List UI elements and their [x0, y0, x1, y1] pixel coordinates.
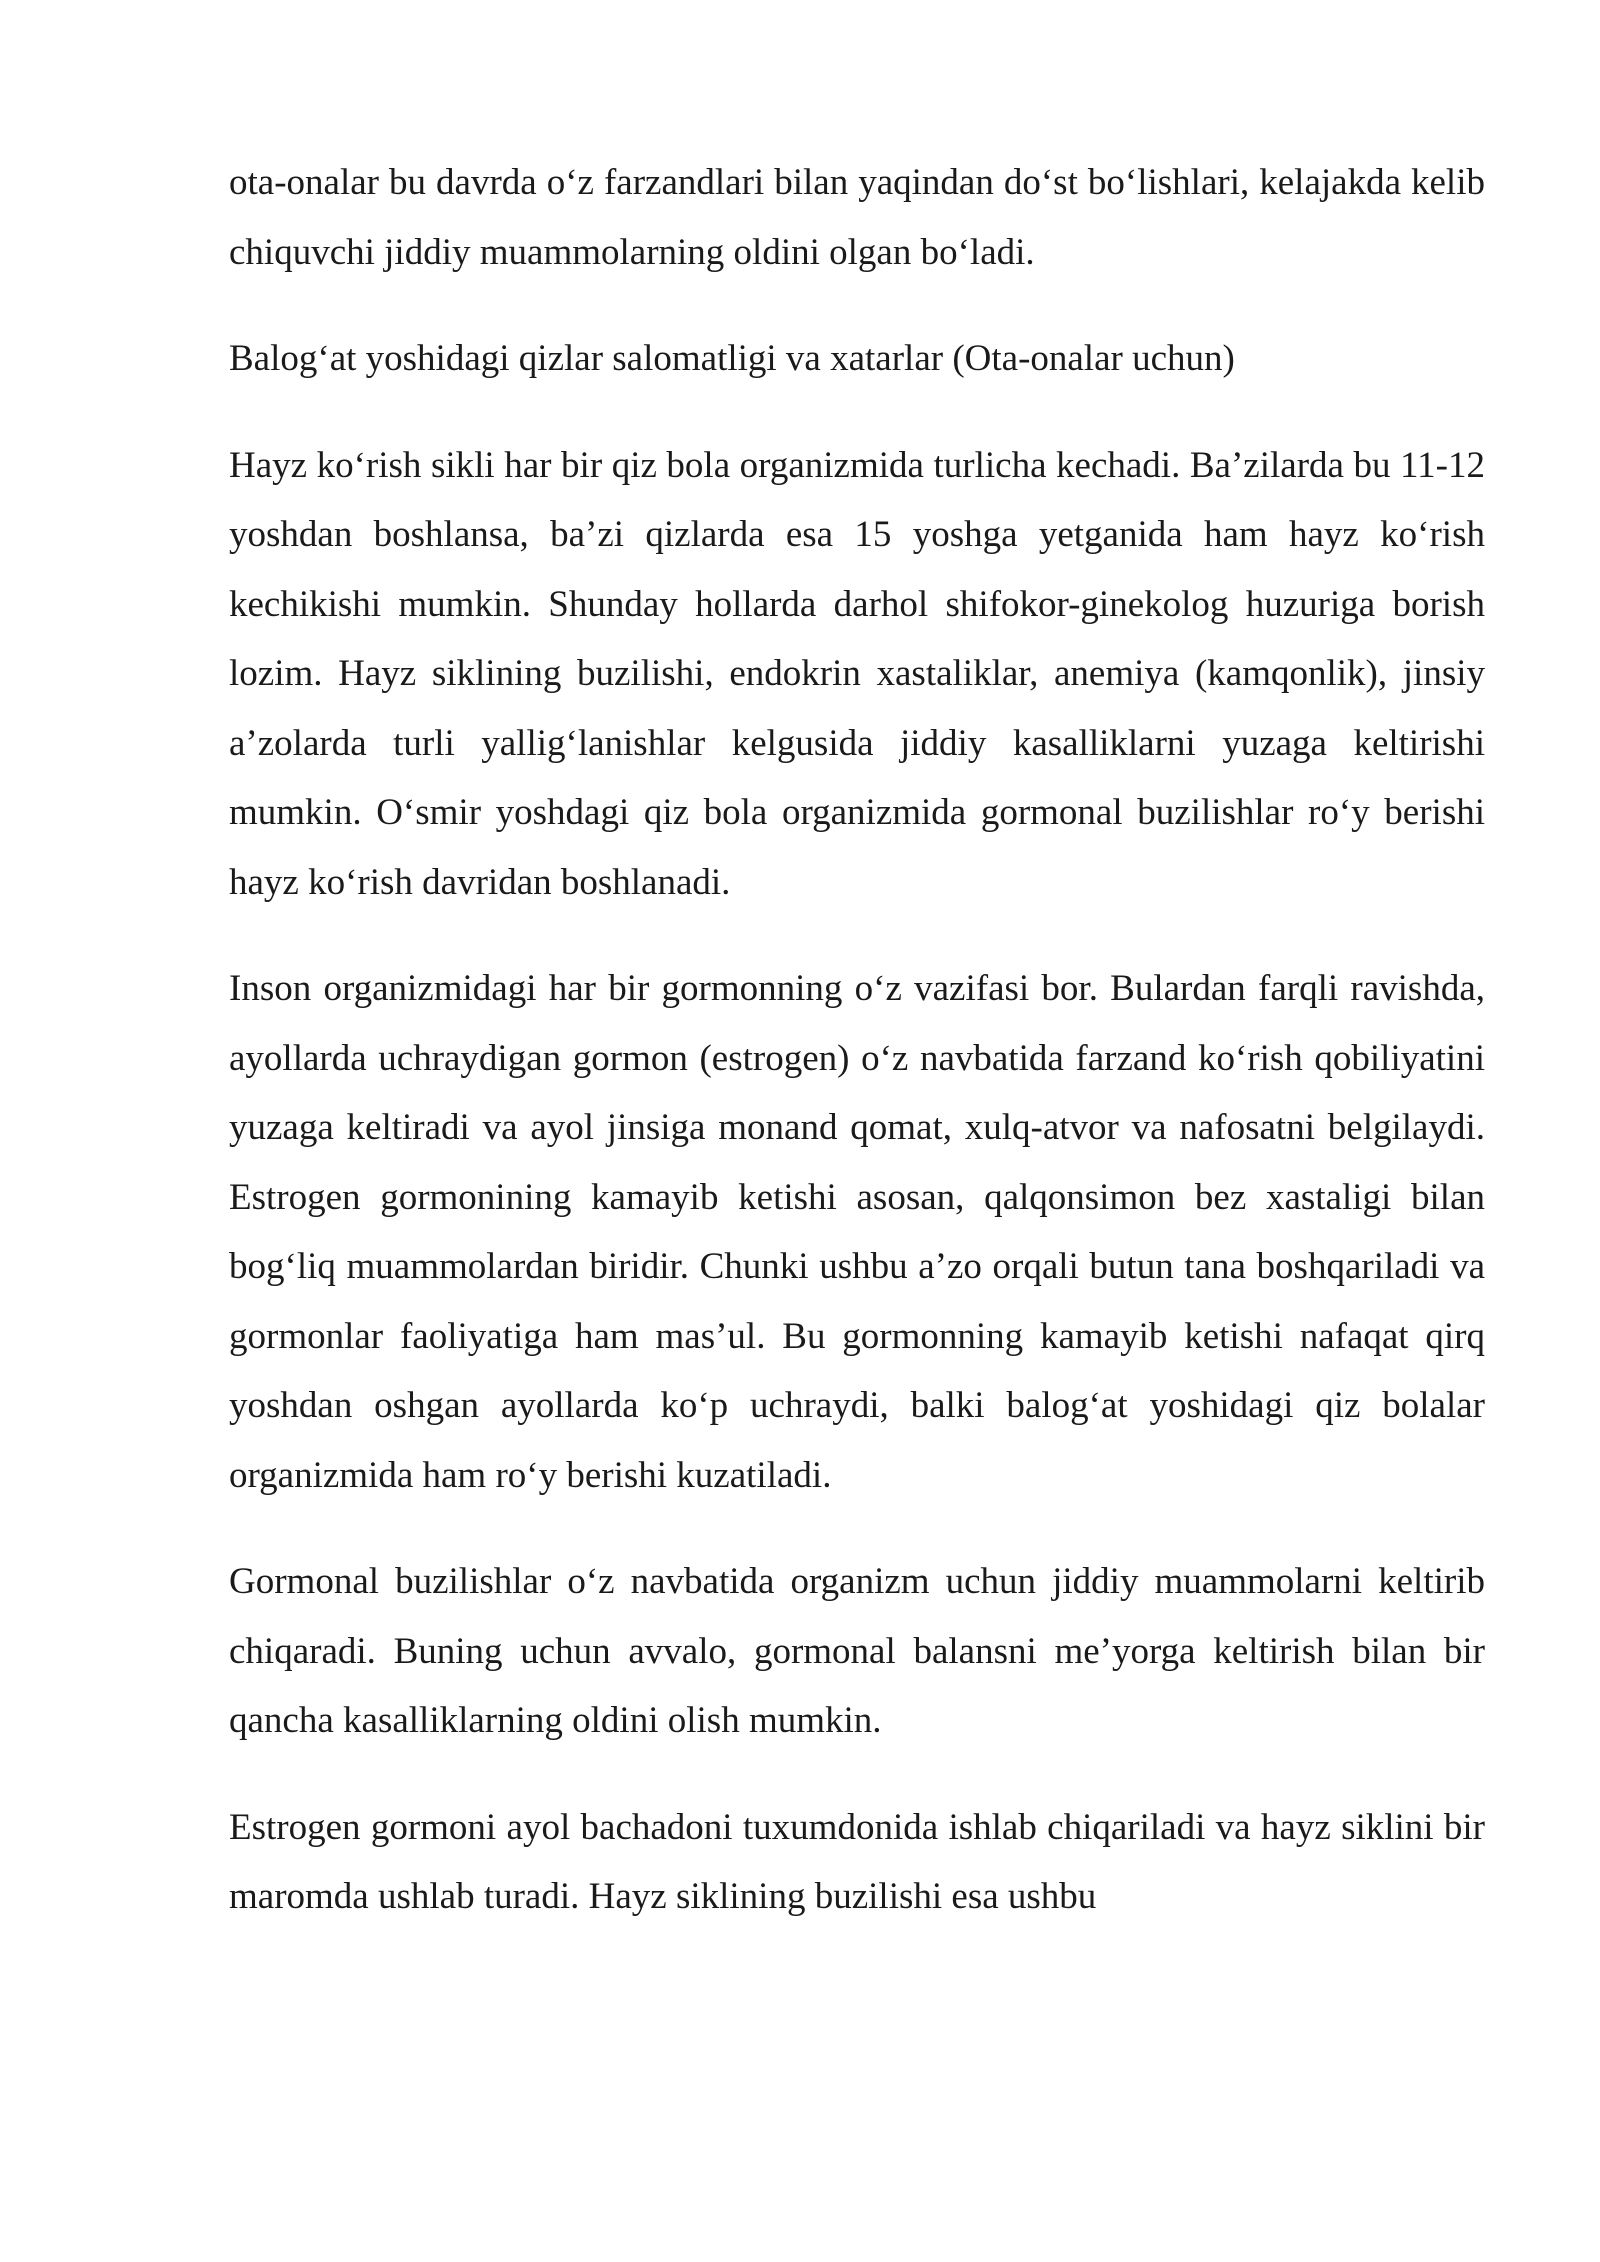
paragraph-menstrual-cycle: Hayz ko‘rish sikli har bir qiz bola organizmida turlicha kechadi. Ba’zilarda bu 11-12 yoshdan boshlansa, ba’zi qizlarda esa 15 yoshga yetganida ham hayz ko‘rish kechikishi mumkin. Shunday hollarda darhol shifokor-ginekolog huzuriga borish lozim. Hayz siklining buzilishi, endokrin xastaliklar, anemiya (kamqonlik), jinsiy a’zolarda turli yallig‘lanishlar kelgusida jiddiy kasalliklarni yuzaga keltirishi mumkin. O‘smir yoshdagi qiz bola organizmida gormonal buzilishlar ro‘y berishi hayz ko‘rish davridan boshlanadi.: [229, 444, 1485, 903]
paragraph-intro-continuation: ota-onalar bu davrda o‘z farzandlari bilan yaqindan do‘st bo‘lishlari, kelajakda kelib chiquvchi jiddiy muammolarning oldini olgan bo‘ladi.: [229, 162, 1485, 273]
paragraph-hormones: Inson organizmidagi har bir gormonning o‘z vazifasi bor. Bulardan farqli ravishda, ayollarda uchraydigan gormon (estrogen) o‘z navbatida farzand ko‘rish qobiliyatini yuzaga keltiradi va ayol jinsiga monand qomat, xulq-atvor va nafosatni belgilaydi. Estrogen gormonining kamayib ketishi asosan, qalqonsimon bez xastaligi bilan bog‘liq muammolardan biridir. Chunki ushbu a’zo orqali butun tana boshqariladi va gormonlar faoliyatiga ham mas’ul. Bu gormonning kamayib ketishi nafaqat qirq yoshdan oshgan ayollarda ko‘p uchraydi, balki balog‘at yoshidagi qiz bolalar organizmida ham ro‘y berishi kuzatiladi.: [229, 968, 1485, 1496]
section-heading: Balog‘at yoshidagi qizlar salomatligi va xatarlar (Ota-onalar uchun): [229, 338, 1235, 379]
document-body: [229, 148, 1485, 1932]
paragraph-hormonal-disorders: Gormonal buzilishlar o‘z navbatida organizm uchun jiddiy muammolarni keltirib chiqaradi. Buning uchun avvalo, gormonal balansni me’yorga keltirish bilan bir qancha kasalliklarning oldini olish mumkin.: [229, 1561, 1485, 1741]
paragraph-estrogen: Estrogen gormoni ayol bachadoni tuxumdonida ishlab chiqariladi va hayz siklini bir maromda ushlab turadi. Hayz siklining buzilishi esa ushbu: [229, 1806, 1485, 1917]
